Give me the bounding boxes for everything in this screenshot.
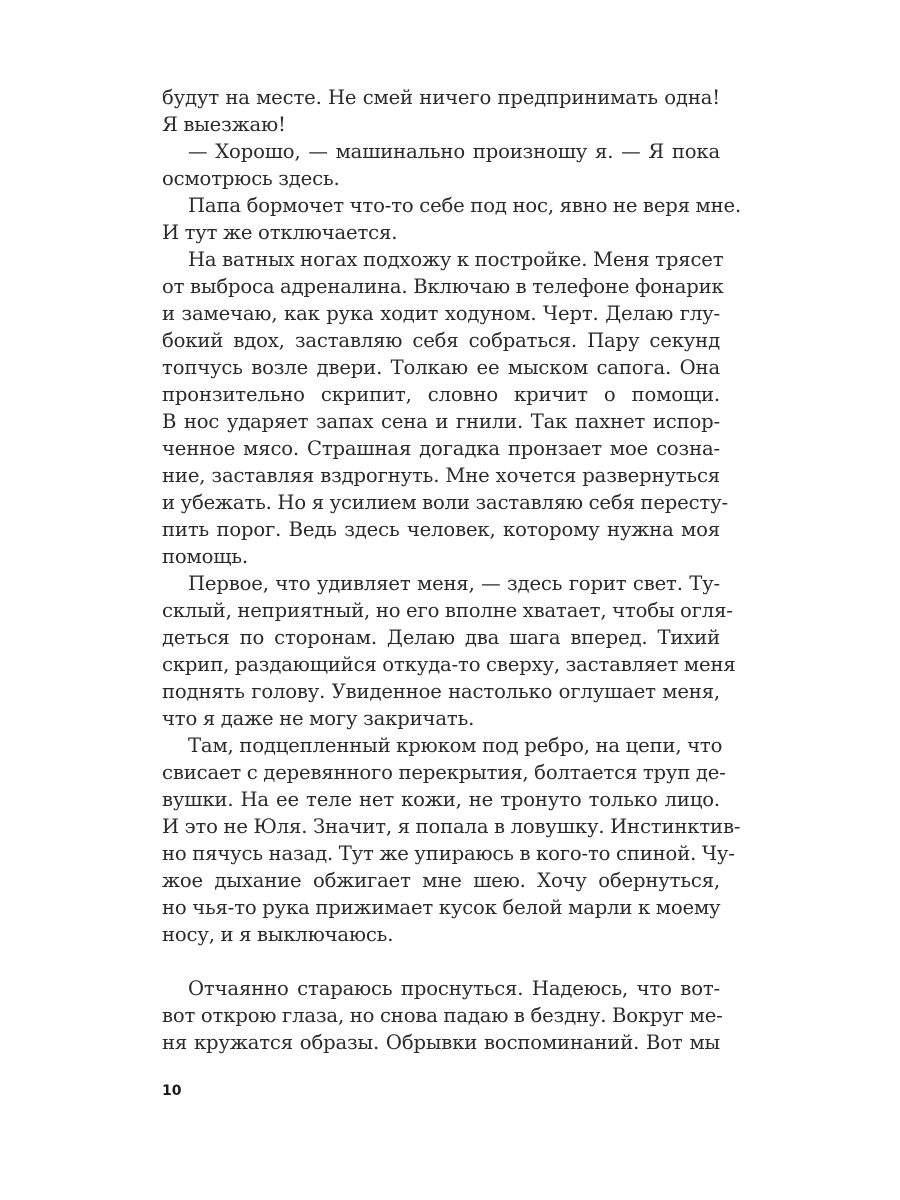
paragraph-7 [162, 975, 723, 1056]
text-line: от выброса адреналина. Включаю в телефоне фонарик [162, 275, 724, 298]
body-text [162, 84, 742, 1056]
text-line: и замечаю, как рука ходит ходуном. Черт. Делаю глу- [162, 302, 720, 325]
paragraph-2 [162, 138, 720, 192]
text-line: ченное мясо. Страшная догадка пронзает мое созна- [162, 437, 720, 460]
text-line: Там, подцепленный крюком под ребро, на цепи, что [188, 734, 723, 757]
text-line: носу, и я выключаюсь. [162, 923, 394, 946]
text-line: но чья-то рука прижимает кусок белой марли к моему [162, 896, 721, 919]
paragraph-6 [162, 732, 741, 948]
text-line: будут на месте. Не смей ничего предпринимать одна! [162, 86, 720, 109]
text-line: — Хорошо, — машинально произношу я. — Я пока [188, 140, 720, 163]
text-line: свисает с деревянного перекрытия, болтается труп де- [162, 761, 726, 784]
text-line: Папа бормочет что-то себе под нос, явно не веря мне. [188, 194, 742, 217]
text-line: вушки. На ее теле нет кожи, не тронуто только лицо. [162, 788, 720, 811]
text-line: помощь. [162, 545, 248, 568]
paragraph-5 [162, 570, 736, 732]
text-line: топчусь возле двери. Толкаю ее мыском сапога. Она [162, 356, 720, 379]
text-line: скрип, раздающийся откуда-то сверху, заставляет меня [162, 653, 736, 676]
page-number: 10 [162, 1083, 182, 1099]
text-line: вот открою глаза, но снова падаю в бездну. Вокруг ме- [162, 1004, 723, 1027]
text-line: Отчаянно стараюсь проснуться. Надеюсь, что вот- [188, 977, 720, 1000]
text-line: осмотрюсь здесь. [162, 167, 340, 190]
text-line: жое дыхание обжигает мне шею. Хочу обернуться, [162, 869, 720, 892]
text-line: На ватных ногах подхожу к постройке. Меня трясет [188, 248, 724, 271]
text-line: пить порог. Ведь здесь человек, которому нужна моя [162, 518, 720, 541]
text-line: но пячусь назад. Тут же упираюсь в кого-то спиной. Чу- [162, 842, 735, 865]
paragraph-4 [162, 246, 728, 570]
text-line: пронзительно скрипит, словно кричит о помощи. [162, 383, 720, 406]
text-line: И тут же отключается. [162, 221, 398, 244]
text-line: Я выезжаю! [162, 113, 286, 136]
text-line: и убежать. Но я усилием воли заставляю себя пересту- [162, 491, 728, 514]
paragraph-3 [162, 192, 742, 246]
text-line: И это не Юля. Значит, я попала в ловушку. Инстинктив- [162, 815, 741, 838]
text-line: ние, заставляя вздрогнуть. Мне хочется развернуться [162, 464, 720, 487]
text-line: поднять голову. Увиденное настолько оглушает меня, [162, 680, 720, 703]
text-line: что я даже не могу закричать. [162, 707, 475, 730]
text-line: склый, неприятный, но его вполне хватает, чтобы огля- [162, 599, 733, 622]
text-line: бокий вдох, заставляю себя собраться. Пару секунд [162, 329, 720, 352]
text-line: Первое, что удивляет меня, — здесь горит свет. Ту- [188, 572, 720, 595]
paragraph-1 [162, 84, 720, 138]
text-line: деться по сторонам. Делаю два шага вперед. Тихий [162, 626, 720, 649]
section-break [162, 948, 720, 975]
text-line: В нос ударяет запах сена и гнили. Так пахнет испор- [162, 410, 720, 433]
text-line: ня кружатся образы. Обрывки воспоминаний. Вот мы [162, 1031, 720, 1054]
